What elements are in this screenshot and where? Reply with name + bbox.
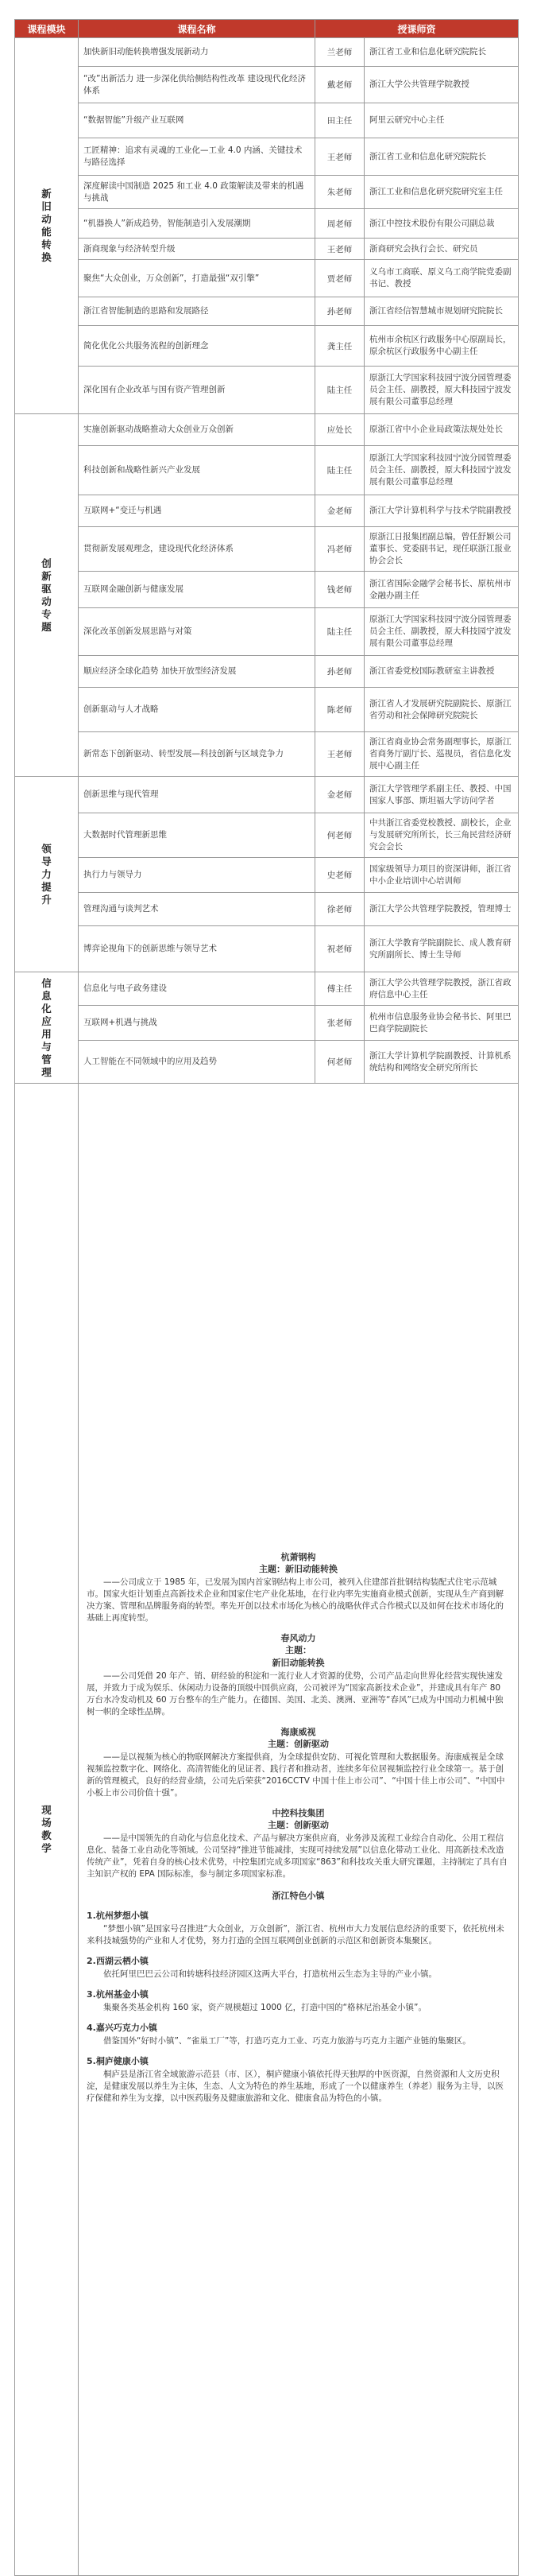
town-description: 依托阿里巴巴云公司和转塘科技经济园区这两大平台，打造杭州云生态为主导的产业小镇。 (103, 1969, 437, 1979)
header-teacher-intro: 授课师资 (315, 20, 519, 38)
course-name: 执行力与领导力 (79, 858, 315, 893)
table-row (15, 732, 519, 777)
table-row (15, 527, 519, 572)
company-block (87, 1807, 510, 1880)
company-name: 中控科技集团 (272, 1808, 325, 1818)
teacher-intro: 浙江省人才发展研究院副院长、原浙江省劳动和社会保障研究院院长 (365, 688, 519, 732)
table-row (15, 777, 519, 813)
module-name: 领导力提升 (41, 842, 52, 906)
module-name: 创新驱动专题 (41, 557, 52, 633)
teacher-name: 钱老师 (315, 572, 365, 608)
teacher-intro: 浙江大学教育学院副院长、成人教育研究所副所长、博士生导师 (365, 926, 519, 972)
town-description: 集聚各类基金机构 160 家，资产规模超过 1000 亿，打造中国的“格林尼治基金小镇”。 (103, 2003, 427, 2012)
teacher-name: 朱老师 (315, 176, 365, 209)
teacher-intro: 浙江中控技术股份有限公司副总裁 (365, 209, 519, 239)
teacher-name: 史老师 (315, 858, 365, 893)
town-name: 3.杭州基金小镇 (87, 1989, 149, 2000)
town-description: 桐庐县是浙江省全域旅游示范县（市、区），桐庐健康小镇依托得天独厚的中医资源，自然资源和人文历史积淀，是健康发展以养生为主体，生态、人文为特色的养生基地，形成了一个以健康养生（养老）服务为主导，以医疗保健和养生为支撑，以中医药服务及健康旅游和文化、健康食品为特色的小镇。 (87, 2070, 504, 2103)
table-row (15, 260, 519, 297)
table-row (15, 138, 519, 176)
teacher-name: 田主任 (315, 103, 365, 138)
course-name: 新常态下创新驱动、转型发展—科技创新与区域竞争力 (79, 732, 315, 777)
table-row (15, 209, 519, 239)
company-description: ——公司成立于 1985 年，已发展为国内首家钢结构上市公司，被列入住建部首批钢结构装配式住宅示范城市。国家火炬计划重点高新技术企业和国家住宅产业化基地，在行业内率先实施商业模式创新，实现从生产商到解决方案、管理和品牌服务商的转型。率先开创以技术市场化为核心的战略伙伴式合作模式以及如何在技术市场化的基础上再度转型。 (87, 1577, 504, 1623)
teacher-name: 贾老师 (315, 260, 365, 297)
company-theme: 主题： (285, 1645, 311, 1655)
table-row (15, 326, 519, 367)
teacher-name: 兰老师 (315, 38, 365, 67)
company-theme: 主题：新旧动能转换 (259, 1564, 338, 1574)
towns-title: 浙江特色小镇 (272, 1891, 325, 1901)
company-name: 杭萧钢构 (280, 1552, 316, 1562)
course-name: 管理沟通与谈判艺术 (79, 893, 315, 926)
table-row (15, 414, 519, 446)
town-name: 5.桐庐健康小镇 (87, 2056, 149, 2066)
teacher-intro: 杭州市信息服务业协会秘书长、阿里巴巴商学院副院长 (365, 1006, 519, 1041)
course-name: 简化优化公共服务流程的创新理念 (79, 326, 315, 367)
company-name: 春风动力 (280, 1633, 316, 1643)
table-row (15, 893, 519, 926)
module-cell (15, 38, 79, 414)
module-cell (15, 777, 79, 972)
course-name: 博弈论视角下的创新思维与领导艺术 (79, 926, 315, 972)
table-body (15, 38, 519, 2576)
town-description: 借鉴国外“好时小镇”、“雀巢工厂”等，打造巧克力工业、巧克力旅游与巧克力主题产业链的集聚区。 (103, 2036, 471, 2046)
module-name: 新旧动能转换 (41, 188, 52, 263)
table-header-row (15, 20, 519, 38)
teacher-intro: 浙江省工业和信息化研究院院长 (365, 138, 519, 176)
course-name: 互联网+“变迁与机遇 (79, 495, 315, 527)
teacher-name: 王老师 (315, 732, 365, 777)
town-name: 2.西湖云栖小镇 (87, 1956, 149, 1966)
teacher-name: 冯老师 (315, 527, 365, 572)
teacher-intro: 中共浙江省委党校教授、副校长，企业与发展研究所所长，长三角民营经济研究会会长 (365, 813, 519, 858)
teacher-intro: 浙江省商业协会常务副理事长，原浙江省商务厅副厅长、巡视员，省信息化发展中心副主任 (365, 732, 519, 777)
table-row (15, 495, 519, 527)
table-row (15, 1006, 519, 1041)
table-row (15, 608, 519, 656)
teacher-name: 何老师 (315, 813, 365, 858)
course-name: 科技创新和战略性新兴产业发展 (79, 446, 315, 495)
course-name: 深化改革创新发展思路与对策 (79, 608, 315, 656)
teacher-intro: 浙江大学计算机科学与技术学院副教授 (365, 495, 519, 527)
course-name: 实施创新驱动战略推动大众创业万众创新 (79, 414, 315, 446)
table-row (15, 656, 519, 688)
course-name: 人工智能在不同领域中的应用及趋势 (79, 1041, 315, 1084)
site-visit-content (79, 1084, 519, 2576)
teacher-name: 傅主任 (315, 972, 365, 1006)
table-row (15, 972, 519, 1006)
teacher-intro: 原浙江大学国家科技园宁波分园管理委员会主任、副教授，原大科技园宁波发展有限公司董事总经理 (365, 367, 519, 414)
module-name: 信息化应用与管理 (41, 976, 52, 1078)
teacher-name: 何老师 (315, 1041, 365, 1084)
teacher-intro: 浙江工业和信息化研究院研究室主任 (365, 176, 519, 209)
table-row (15, 572, 519, 608)
teacher-name: 孙老师 (315, 656, 365, 688)
table-row (15, 297, 519, 326)
teacher-intro: 阿里云研究中心主任 (365, 103, 519, 138)
company-block (87, 1632, 510, 1718)
teacher-name: 王老师 (315, 138, 365, 176)
company-block (87, 1551, 510, 1624)
teacher-intro: 浙江省委党校国际教研室主讲教授 (365, 656, 519, 688)
teacher-intro: 浙江大学公共管理学院教授，管理博士 (365, 893, 519, 926)
course-name: “数据智能”升级产业互联网 (79, 103, 315, 138)
table-row (15, 446, 519, 495)
course-name: 工匠精神：追求有灵魂的工业化—工业 4.0 内涵、关键技术与路径选择 (79, 138, 315, 176)
teacher-name: 徐老师 (315, 893, 365, 926)
course-name: 互联网金融创新与健康发展 (79, 572, 315, 608)
course-name: 信息化与电子政务建设 (79, 972, 315, 1006)
course-name: 大数据时代管理新思维 (79, 813, 315, 858)
teacher-name: 张老师 (315, 1006, 365, 1041)
table-row (15, 813, 519, 858)
teacher-intro: 原浙江省中小企业局政策法规处处长 (365, 414, 519, 446)
teacher-name: 陈老师 (315, 688, 365, 732)
course-name: 贯彻新发展观理念，建设现代化经济体系 (79, 527, 315, 572)
site-visit-row (15, 1084, 519, 2576)
table-row (15, 103, 519, 138)
table-row (15, 38, 519, 67)
company-theme-sub: 新旧动能转换 (272, 1658, 325, 1668)
company-block (87, 1726, 510, 1799)
teacher-name: 应处长 (315, 414, 365, 446)
teacher-name: 陆主任 (315, 608, 365, 656)
company-description: ——是以视频为核心的物联网解决方案提供商，为全球提供安防、可视化管理和大数据服务。海康威视是全球视频监控数字化、网络化、高清智能化的见证者、践行者和推动者，连续多年位居视频监控行业全球第一。基于创新的管理模式，良好的经营业绩，公司先后荣获“2016CCTV 中国十佳上市公司”、“中国十佳上市公司”、“中国中小板上市公司价值十强”。 (87, 1752, 505, 1798)
module-cell (15, 414, 79, 777)
table-row (15, 176, 519, 209)
teacher-name: 祝老师 (315, 926, 365, 972)
teacher-name: 孙老师 (315, 297, 365, 326)
teacher-intro: 原浙江大学国家科技园宁波分园管理委员会主任、副教授，原大科技园宁波发展有限公司董事总经理 (365, 608, 519, 656)
teacher-name: 周老师 (315, 209, 365, 239)
header-module: 课程模块 (15, 20, 79, 38)
course-name: “改”出新活力 进一步深化供给侧结构性改革 建设现代化经济体系 (79, 67, 315, 103)
course-name: 创新驱动与人才战略 (79, 688, 315, 732)
header-course: 课程名称 (79, 20, 315, 38)
teacher-intro: 浙江大学计算机学院副教授、计算机系统结构和网络安全研究所所长 (365, 1041, 519, 1084)
table-row (15, 67, 519, 103)
company-theme: 主题：创新驱动 (268, 1820, 329, 1830)
table-row (15, 1041, 519, 1084)
course-name: 浙江省智能制造的思路和发展路径 (79, 297, 315, 326)
town-name: 4.嘉兴巧克力小镇 (87, 2023, 157, 2033)
module-cell (15, 1084, 79, 2576)
course-name: “机器换人”新成趋势，智能制造引入发展潮期 (79, 209, 315, 239)
teacher-intro: 浙商研究会执行会长、研究员 (365, 239, 519, 260)
teacher-name: 戴老师 (315, 67, 365, 103)
teacher-intro: 浙江大学管理学系副主任、教授、中国国家人事部、斯坦福大学访问学者 (365, 777, 519, 813)
table-row (15, 688, 519, 732)
teacher-intro: 原浙江日报集团副总编，曾任舒颖公司董事长、党委副书记，现任联浙江报业协会会长 (365, 527, 519, 572)
table-row (15, 926, 519, 972)
teacher-name: 金老师 (315, 495, 365, 527)
company-name: 海康威视 (280, 1727, 316, 1737)
course-name: 浙商现象与经济转型升级 (79, 239, 315, 260)
table-row (15, 239, 519, 260)
course-name: 深度解读中国制造 2025 和工业 4.0 政策解读及带来的机遇与挑战 (79, 176, 315, 209)
course-name: 创新思维与现代管理 (79, 777, 315, 813)
teacher-intro: 浙江省国际金融学会秘书长、原杭州市金融办副主任 (365, 572, 519, 608)
module-cell (15, 972, 79, 1084)
teacher-intro: 浙江大学公共管理学院教授，浙江省政府信息中心主任 (365, 972, 519, 1006)
module-name: 现场教学 (41, 1804, 52, 1854)
teacher-intro: 杭州市余杭区行政服务中心原副局长，原余杭区行政服务中心副主任 (365, 326, 519, 367)
course-table (14, 19, 519, 2576)
teacher-name: 陆主任 (315, 367, 365, 414)
course-name: 互联网+机遇与挑战 (79, 1006, 315, 1041)
course-name: 聚焦“大众创业，万众创新”，打造最强“双引擎” (79, 260, 315, 297)
teacher-intro: 国家级领导力项目的资深讲师，浙江省中小企业培训中心培训师 (365, 858, 519, 893)
company-description: ——公司凭借 20 年产、销、研经验的积淀和一流行业人才资源的优势，公司产品走向世界化经营实现快速发展，并致力于成为娱乐、休闲动力设备的顶级中国供应商，公司被评为“国家高新技术企业”，并建成具有年产 80 万台水冷发动机及 60 万台整车的生产能力。在德国、美国、北美、澳洲、亚洲等“春风”已成为中国动力机械中独树一帜的全球性品牌。 (87, 1671, 504, 1717)
company-theme: 主题：创新驱动 (268, 1739, 329, 1749)
town-description: “梦想小镇”是国家号召推进“大众创业，万众创新”，浙江省、杭州市大力发展信息经济的重要下，依托杭州未来科技城强势的产业和人才优势，努力打造的全国互联网创业创新的示范区和创新资本集聚区。 (87, 1924, 504, 1946)
town-name: 1.杭州梦想小镇 (87, 1911, 149, 1921)
teacher-name: 金老师 (315, 777, 365, 813)
teacher-intro: 浙江大学公共管理学院教授 (365, 67, 519, 103)
teacher-intro: 浙江省工业和信息化研究院院长 (365, 38, 519, 67)
table-row (15, 367, 519, 414)
course-name: 顺应经济全球化趋势 加快开放型经济发展 (79, 656, 315, 688)
teacher-name: 王老师 (315, 239, 365, 260)
teacher-intro: 义乌市工商联、原义乌工商学院党委副书记、教授 (365, 260, 519, 297)
company-description: ——是中国领先的自动化与信息化技术、产品与解决方案供应商，业务涉及流程工业综合自动化、公用工程信息化、装备工业自动化等领域。公司坚持“推进节能减排，实现可持续发展”以信息化带动工业化、用高新技术改造传统产业”，凭着自身的核心技术优势，中控集团完成多项国家“863”和科技攻关重大研究课题，主持制定了具有自主知识产权的 EPA 国际标准，参与制定多项国家标准。 (87, 1833, 508, 1879)
table-row (15, 858, 519, 893)
teacher-intro: 原浙江大学国家科技园宁波分园管理委员会主任、副教授，原大科技园宁波发展有限公司董事总经理 (365, 446, 519, 495)
teacher-name: 龚主任 (315, 326, 365, 367)
course-name: 深化国有企业改革与国有资产管理创新 (79, 367, 315, 414)
teacher-intro: 浙江省经信智慧城市规划研究院院长 (365, 297, 519, 326)
course-name: 加快新旧动能转换增强发展新动力 (79, 38, 315, 67)
teacher-name: 陆主任 (315, 446, 365, 495)
